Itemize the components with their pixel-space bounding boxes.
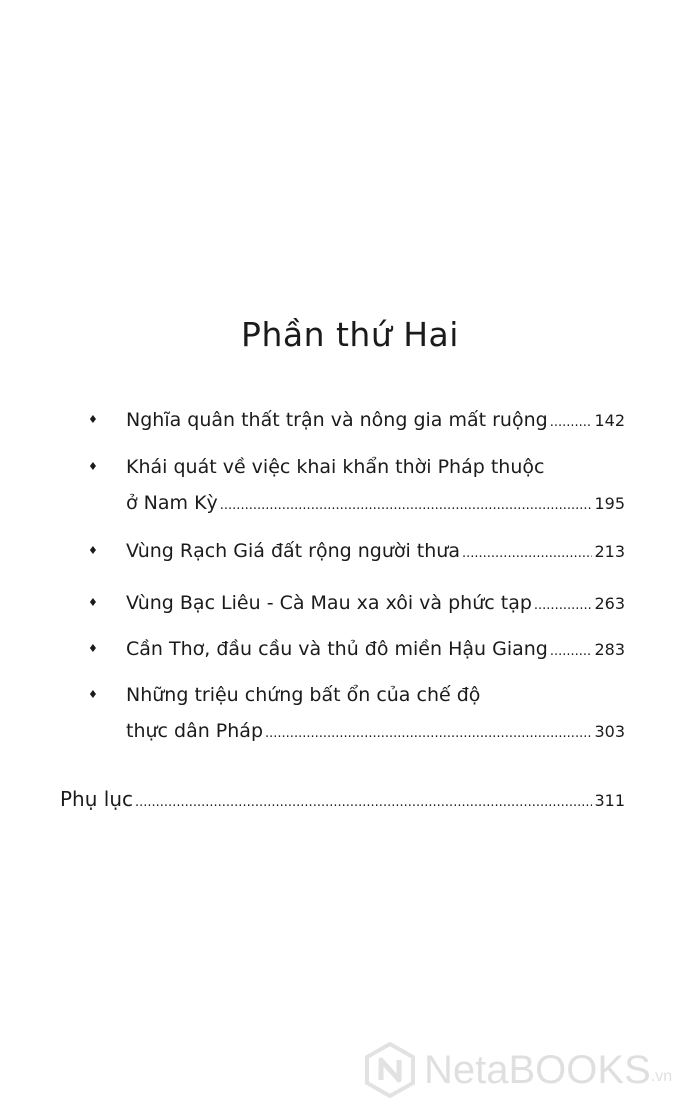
watermark-suffix: .vn <box>650 1068 673 1085</box>
appendix-title: Phụ lục <box>60 787 133 811</box>
toc-line <box>126 536 625 566</box>
page-number: 263 <box>594 594 625 613</box>
toc-entry-title: Những triệu chứng bất ổn của chế độ <box>126 684 481 706</box>
toc-entry <box>88 405 625 435</box>
page-number: 311 <box>594 791 625 810</box>
bullet-icon: ♦ <box>88 688 98 701</box>
toc-entry-title: Vùng Rạch Giá đất rộng người thưa <box>126 540 460 562</box>
toc-entry-title: ở Nam Kỳ <box>126 492 218 514</box>
toc-entry <box>88 452 625 518</box>
toc-entry-title: Vùng Bạc Liêu - Cà Mau xa xôi và phức tạp <box>126 592 532 614</box>
toc-entry-title: Cần Thơ, đầu cầu và thủ đô miền Hậu Giang <box>126 638 548 660</box>
toc-entry <box>88 680 625 746</box>
toc-entry-title: Nghĩa quân thất trận và nông gia mất ruộng <box>126 409 548 431</box>
dot-leader <box>265 719 592 749</box>
page-number: 213 <box>594 542 625 561</box>
toc-entry-title: thực dân Pháp <box>126 720 264 742</box>
dot-leader <box>550 637 593 667</box>
bullet-icon: ♦ <box>88 642 98 655</box>
page-number: 283 <box>594 640 625 659</box>
toc-entry <box>88 588 625 618</box>
bullet-icon: ♦ <box>88 596 98 609</box>
bullet-icon: ♦ <box>88 413 98 426</box>
toc-entry-title: Khái quát về việc khai khẩn thời Pháp thuộc <box>126 456 545 478</box>
toc-line <box>126 488 625 518</box>
dot-leader <box>135 788 592 818</box>
toc-line <box>126 452 625 482</box>
toc-line <box>126 716 625 746</box>
page-number: 303 <box>594 722 625 741</box>
page-number: 142 <box>594 411 625 430</box>
dot-leader <box>462 539 592 569</box>
page-number: 195 <box>594 494 625 513</box>
watermark <box>362 1040 672 1100</box>
appendix-entry <box>60 784 625 818</box>
watermark-brand: NetaBOOKS <box>424 1047 651 1092</box>
toc-entry <box>88 536 625 566</box>
toc-line <box>126 405 625 435</box>
toc-line <box>126 680 625 710</box>
bullet-icon: ♦ <box>88 544 98 557</box>
toc-line <box>126 588 625 618</box>
dot-leader <box>534 591 593 621</box>
dot-leader <box>220 491 593 521</box>
toc-line <box>126 634 625 664</box>
toc-entry <box>88 634 625 664</box>
bullet-icon: ♦ <box>88 460 98 473</box>
section-title: Phần thứ Hai <box>241 315 459 354</box>
netabooks-logo-icon <box>362 1042 418 1098</box>
dot-leader <box>550 408 593 438</box>
